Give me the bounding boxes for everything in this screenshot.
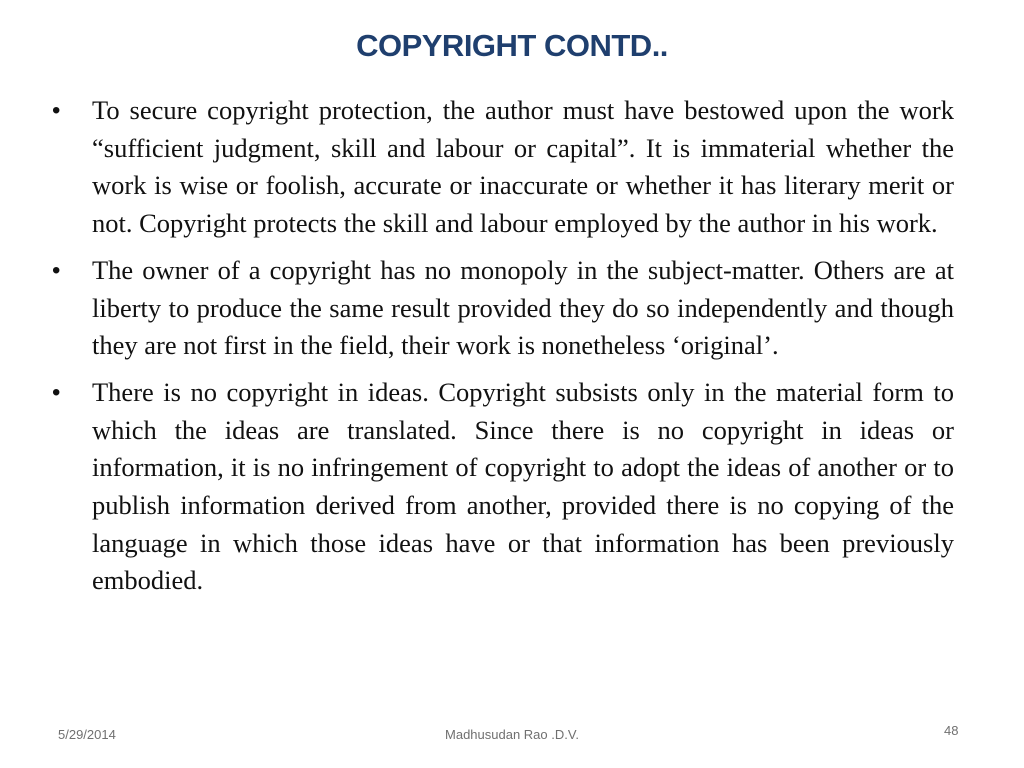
bullet-item <box>52 252 954 365</box>
footer-date: 5/29/2014 <box>58 727 116 742</box>
bullet-text: The owner of a copyright has no monopoly in the subject-matter. Others are at liberty to produce the same result provided they do so independently and though they are not first in the field, their work is nonetheless ‘original’. <box>92 254 954 361</box>
footer-page-number: 48 <box>944 723 959 738</box>
footer-author: Madhusudan Rao .D.V. <box>445 727 579 742</box>
bullet-text: There is no copyright in ideas. Copyright subsists only in the material form to which the ideas are translated. Since there is no copyright in ideas or information, it is no infringement of copyright to adopt the ideas of another or to publish information derived from another, provided there is no copying of the language in which those ideas have or that information has been previously embodied. <box>92 376 954 596</box>
bullet-icon: • <box>52 378 61 406</box>
bullet-icon: • <box>52 97 61 124</box>
bullet-list <box>52 92 954 609</box>
bullet-item <box>52 374 954 600</box>
bullet-item <box>52 92 954 243</box>
slide-title: COPYRIGHT CONTD.. <box>356 28 668 63</box>
bullet-icon: • <box>52 256 61 284</box>
bullet-text: To secure copyright protection, the author must have bestowed upon the work “sufficient judgment, skill and labour or capital”. It is immaterial whether the work is wise or foolish, accurate or inaccurate or whether it has literary merit or not. Copyright protects the skill and labour employed by the author in his work. <box>92 95 954 239</box>
